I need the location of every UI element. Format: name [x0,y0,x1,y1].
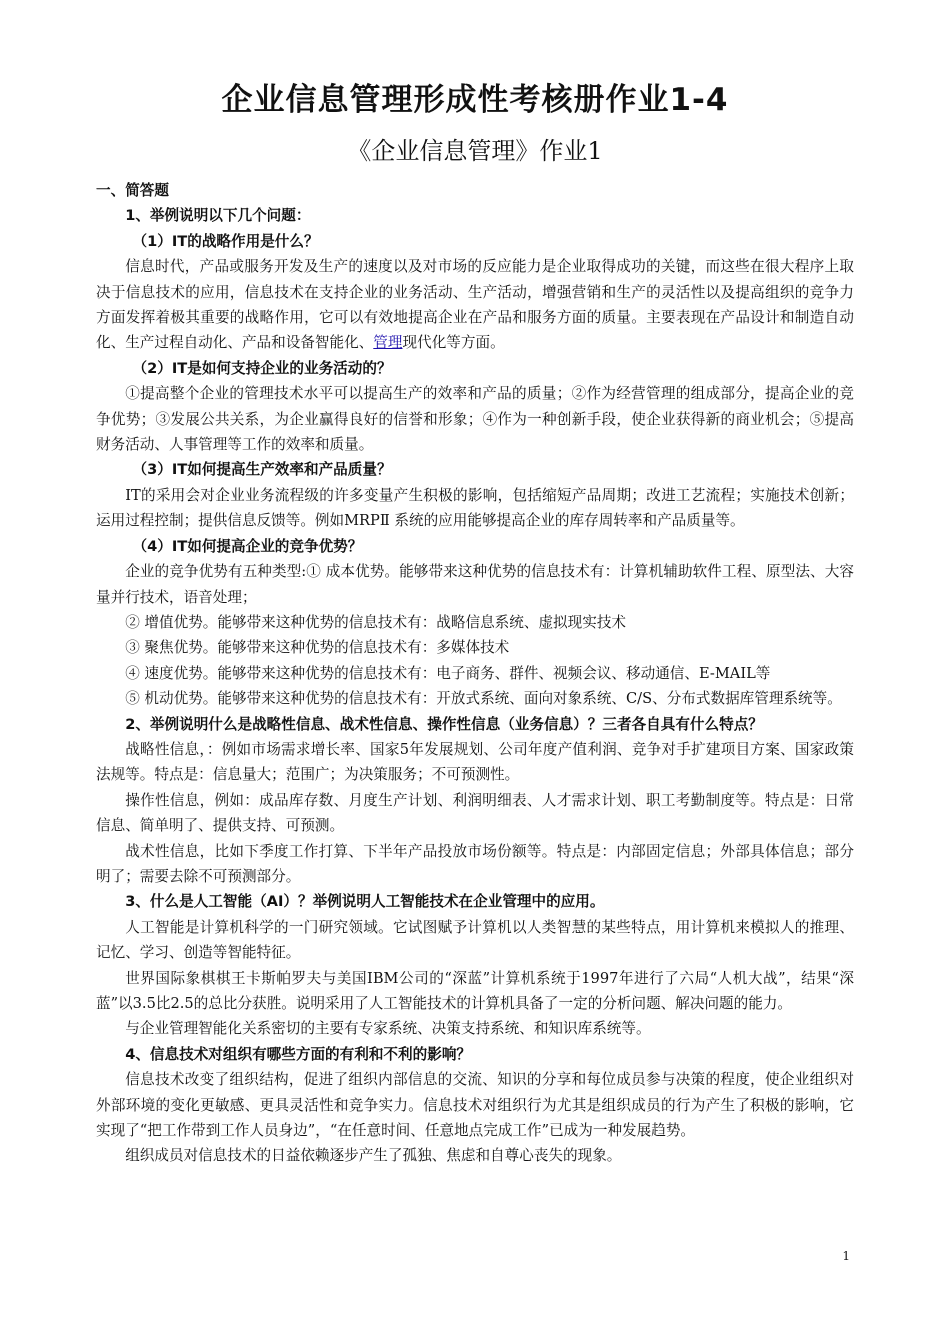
answer-paragraph: 人工智能是计算机科学的一门研究领域。它试图赋予计算机以人类智慧的某些特点，用计算机来模拟人的推理、记忆、学习、创造等智能特征。 [96,918,854,962]
answer-paragraph: 世界国际象棋棋王卡斯帕罗夫与美国IBM公司的“深蓝”计算机系统于1997年进行了六局“人机大战”，结果“深蓝”以3.5比2.5的总比分获胜。说明采用了人工智能技术的计算机具备了一定的分析问题、解决问题的能力。 [96,969,854,1012]
document-title: 企业信息管理形成性考核册作业1-4 [221,82,729,118]
question-1-heading: 1、举例说明以下几个问题： [125,207,311,225]
question-2-heading: 2、举例说明什么是战略性信息、战术性信息、操作性信息（业务信息）？三者各自具有什么特点？ [125,715,763,733]
answer-paragraph: 与企业管理智能化关系密切的主要有专家系统、决策支持系统、和知识库系统等。 [125,1020,651,1038]
question-1-4-heading: （4）IT如何提高企业的竞争优势？ [132,537,363,555]
question-1-1-heading: （1）IT的战略作用是什么？ [132,232,319,250]
advantage-item: ② 增值优势。能够带来这种优势的信息技术有：战略信息系统、虚拟现实技术 [125,613,627,631]
answer-paragraph: 战略性信息，：例如市场需求增长率、国家5年发展规划、公司年度产值利润、竞争对手扩建项目方案、国家政策法规等。特点是：信息量大；范围广；为决策服务；不可预测性。 [96,740,854,784]
answer-paragraph: 战术性信息，比如下季度工作打算、下半年产品投放市场份额等。特点是：内部固定信息；外部具体信息；部分明了；需要去除不可预测部分。 [96,842,854,885]
answer-text: 现代化等方面。 [402,334,505,352]
advantage-item: ④ 速度优势。能够带来这种优势的信息技术有：电子商务、群件、视频会议、移动通信、E-MAIL等 [125,664,771,682]
management-link[interactable]: 管理 [373,334,403,352]
answer-text: 信息时代，产品或服务开发及生产的速度以及对市场的反应能力是企业取得成功的关键，而这些在很大程序上取决于信息技术的应用，信息技术在支持企业的业务活动、生产活动，增强营销和生产的灵活性以及提高组织的竞争力方面发挥着极其重要的战略作用，它可以有效地提高企业在产品和服务方面的质量。主要表现在产品设计和制造自动化、生产过程自动化、产品和设备智能化、 [96,258,854,352]
answer-paragraph: 信息技术改变了组织结构，促进了组织内部信息的交流、知识的分享和每位成员参与决策的程度，使企业组织对外部环境的变化更敏感、更具灵活性和竞争实力。信息技术对组织行为尤其是组织成员的行为产生了积极的影响，它实现了“把工作带到工作人员身边”，“在任意时间、任意地点完成工作”已成为一种发展趋势。 [96,1071,854,1140]
question-1-1-answer [96,254,854,356]
question-3-heading: 3、什么是人工智能（AI）？举例说明人工智能技术在企业管理中的应用。 [125,893,605,911]
question-4-heading: 4、信息技术对组织有哪些方面的有利和不利的影响？ [125,1045,472,1063]
question-1-3-heading: （3）IT如何提高生产效率和产品质量？ [132,461,392,479]
advantage-item: ⑤ 机动优势。能够带来这种优势的信息技术有：开放式系统、面向对象系统、C/S、分布式数据库管理系统等。 [125,690,842,708]
question-1-3-answer: IT的采用会对企业业务流程级的许多变量产生积极的影响，包括缩短产品周期；改进工艺流程；实施技术创新；运用过程控制；提供信息反馈等。例如MRPⅡ 系统的应用能够提高企业的库存周转率和产品质量等。 [96,486,854,530]
advantage-item: 企业的竞争优势有五种类型:① 成本优势。能够带来这种优势的信息技术有：计算机辅助软件工程、原型法、大容量并行技术，语音处理； [96,563,854,606]
answer-paragraph: 操作性信息，例如：成品库存数、月度生产计划、利润明细表、人才需求计划、职工考勤制度等。特点是：日常信息、简单明了、提供支持、可预测。 [96,791,854,835]
question-1-2-answer: ①提高整个企业的管理技术水平可以提高生产的效率和产品的质量；②作为经营管理的组成部分，提高企业的竞争优势；③发展公共关系，为企业赢得良好的信誉和形象；④作为一种创新手段，使企业获得新的商业机会；⑤提高财务活动、人事管理等工作的效率和质量。 [96,385,854,454]
question-1-2-heading: （2）IT是如何支持企业的业务活动的？ [132,359,392,377]
page-number: 1 [842,1249,850,1263]
advantage-item: ③ 聚焦优势。能够带来这种优势的信息技术有：多媒体技术 [125,639,510,657]
document-subtitle: 《企业信息管理》作业1 [347,137,603,165]
answer-paragraph: 组织成员对信息技术的日益依赖逐步产生了孤独、焦虑和自尊心丧失的现象。 [125,1147,622,1165]
section-heading: 一、简答题 [96,182,169,199]
